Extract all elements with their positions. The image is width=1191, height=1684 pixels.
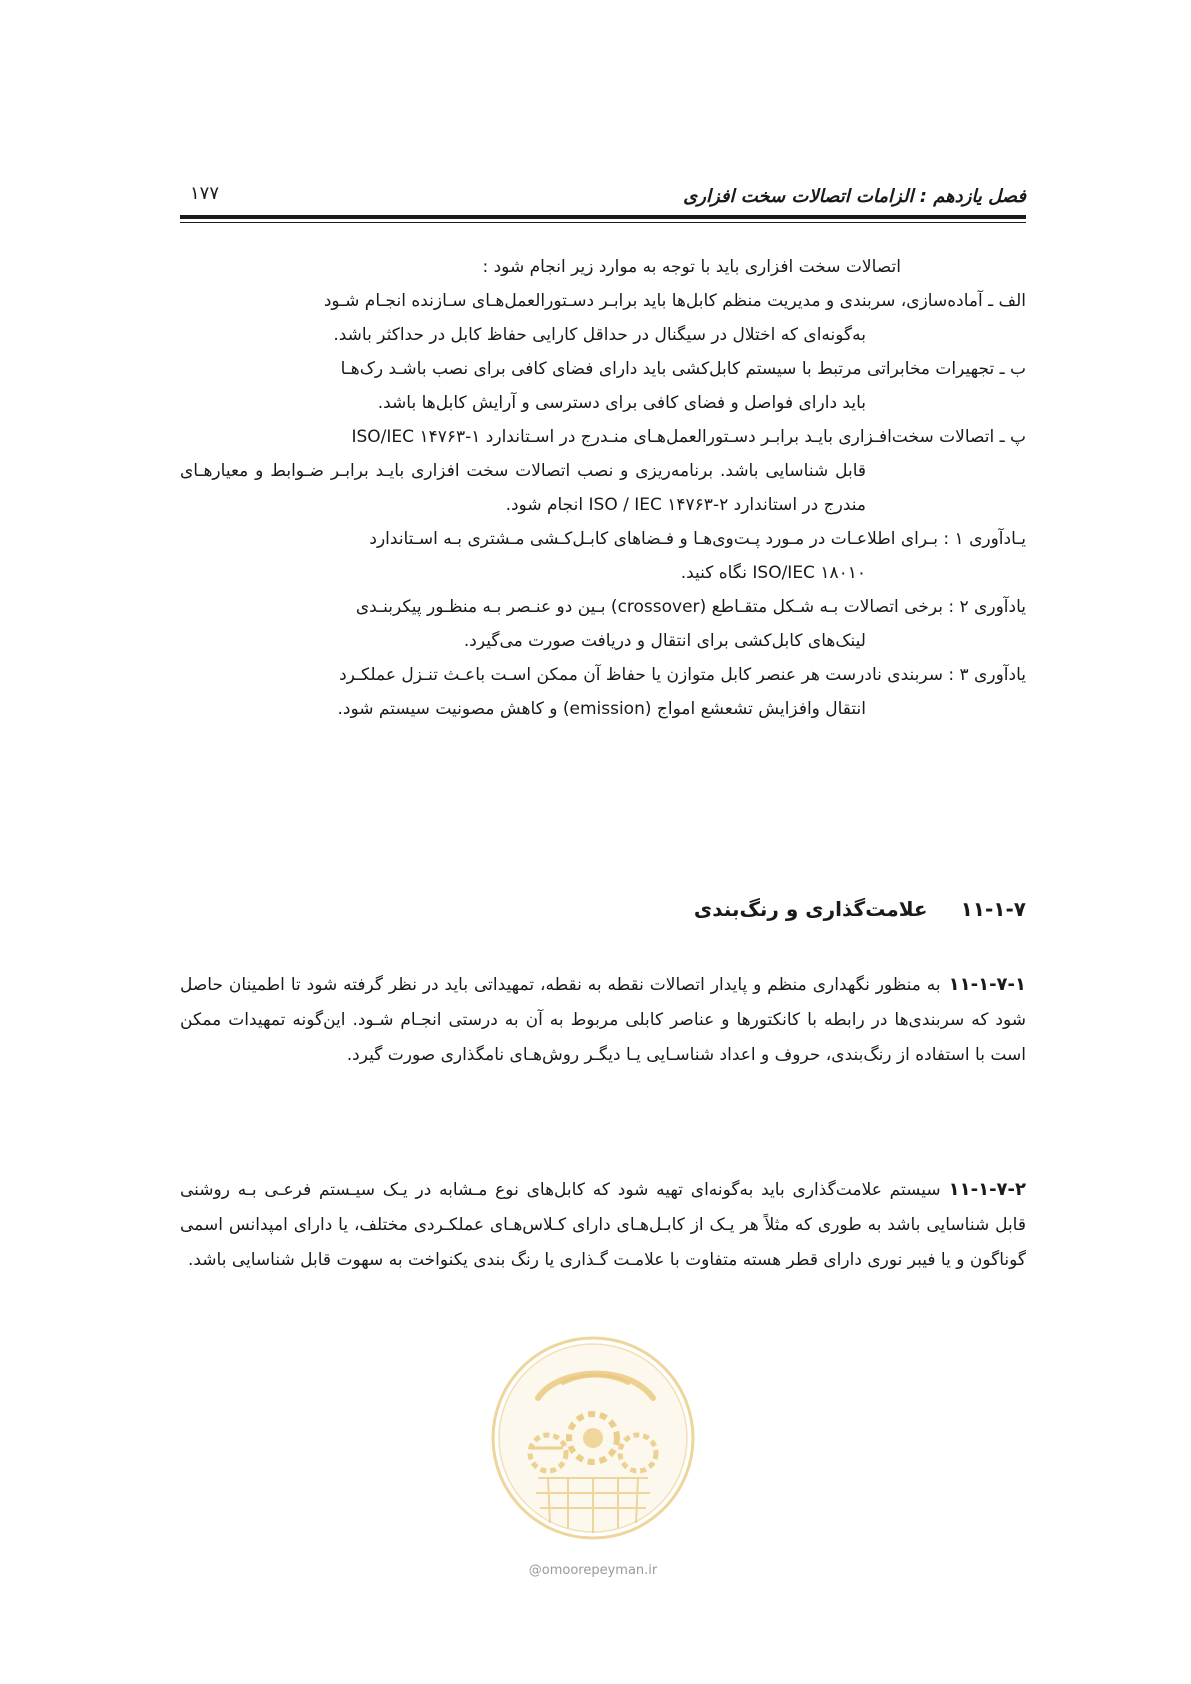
intro-item-line1: ب ـ تجهیرات مخابراتی مرتبط با سیستم کابل‌کشی باید دارای فضای کافی برای نصب باشـد رک‌هـا <box>340 359 1026 379</box>
intro-item-rest: باید دارای فواصل و فضای کافی برای دسترسی و آرایش کابل‌ها باشد. <box>377 393 866 413</box>
watermark-seal <box>488 1328 698 1578</box>
intro-lead: اتصالات سخت افزاری باید با توجه به موارد زیر انجام شود : <box>482 257 901 277</box>
chapter-title: فصل یازدهم : الزامات اتصالات سخت افزاری <box>683 186 1026 207</box>
intro-item <box>180 352 1026 420</box>
intro-block <box>180 250 1026 726</box>
header-rule-thick <box>180 215 1026 219</box>
intro-item-line1: الف ـ آماده‌سازی، سربندی و مدیریت منظم کابل‌ها باید برابـر دسـتورالعمل‌هـای سـازنده انجـام شـود <box>323 291 1026 311</box>
intro-item-rest: قابل شناسایی باشد. برنامه‌ریزی و نصب اتصالات سخت افزاری بایـد برابـر ضـوابط و معیارهـای مندرج در استاندارد ۲-۱۴۷۶۳ ISO / IEC انجام شود. <box>180 461 866 515</box>
page-number: ۱۷۷ <box>190 183 220 204</box>
section-title: علامت‌گذاری و رنگ‌بندی <box>693 897 928 921</box>
intro-item <box>180 420 1026 522</box>
intro-item-rest: انتقال وافزایش تشعشع امواج (emission) و کاهش مصونیت سیستم شود. <box>337 699 866 719</box>
intro-item <box>180 590 1026 658</box>
subsection-text: به منظور نگهداری منظم و پایدار اتصالات نقطه به نقطه، تمهیداتی باید در نظر گرفته شود تا اطمینان حاصل شود که سربندی‌ها در رابطه با کانکتورها و عناصر کابلی مربوط به آن به درستی انجـام شـود. این‌گونه تمهیدات ممکن است با استفاده از رنگ‌بندی، حروف و اعداد شناسـایی یـا دیگـر روش‌هـای نامگذاری صورت گیرد. <box>180 975 1026 1065</box>
intro-item <box>180 658 1026 726</box>
subsection-paragraph <box>180 1172 1026 1278</box>
subsection <box>180 1172 1026 1278</box>
intro-item <box>180 284 1026 352</box>
watermark-url: @omoorepeyman.ir <box>528 1563 658 1578</box>
intro-item-rest: ISO/IEC ۱۸۰۱۰ نگاه کنید. <box>680 563 866 583</box>
subsection-number: ۱۱-۱-۷-۱ <box>948 974 1026 995</box>
section-heading <box>694 897 1026 921</box>
intro-item-line1: یـادآوری ۱ : بـرای اطلاعـات در مـورد پـت‌وی‌هـا و فـضاهای کابـل‌کـشی مـشتری بـه اسـتاندارد <box>369 529 1026 549</box>
subsection-text: سیستم علامت‌گذاری باید به‌گونه‌ای تهیه شود که کابل‌های نوع مـشابه در یـک سیـستم فرعـی بـه روشنی قابل شناسایی باشد به طوری که مثلاً هر یـک از کابـل‌هـای دارای کـلاس‌هـای عملکـردی مختلف، یا دارای امپدانس اسمی گوناگون و یا فیبر نوری دارای قطر هسته متفاوت با علامـت گـذاری یا رنگ بندی یکنواخت به سهوت قابل شناسایی باشد. <box>180 1180 1026 1270</box>
seal-logo-icon <box>488 1328 698 1553</box>
intro-item-line1: یادآوری ۲ : برخی اتصالات بـه شـکل متقـاطع (crossover) بـین دو عنـصر بـه منظـور پیکربنـدی <box>355 597 1026 617</box>
subsection-number: ۱۱-۱-۷-۲ <box>948 1179 1026 1200</box>
intro-item-line1: پ ـ اتصالات سخت‌افـزاری بایـد برابـر دسـتورالعمل‌هـای منـدرج در اسـتاندارد ۱-۱۴۷۶۳ ISO/IEC <box>351 427 1026 447</box>
intro-item-rest: لینک‌های کابل‌کشی برای انتقال و دریافت صورت می‌گیرد. <box>463 631 866 651</box>
intro-item-rest: به‌گونه‌ای که اختلال در سیگنال در حداقل کارایی حفاظ کابل در حداکثر باشد. <box>333 325 866 345</box>
intro-item-line1: یادآوری ۳ : سربندی نادرست هر عنصر کابل متوازن یا حفاظ آن ممکن اسـت باعـث تنـزل عملکـرد <box>339 665 1026 685</box>
subsection-paragraph <box>180 967 1026 1073</box>
subsection <box>180 967 1026 1073</box>
intro-item <box>180 522 1026 590</box>
section-number: ۱۱-۱-۷ <box>960 897 1026 921</box>
header-rule-thin <box>180 222 1026 223</box>
